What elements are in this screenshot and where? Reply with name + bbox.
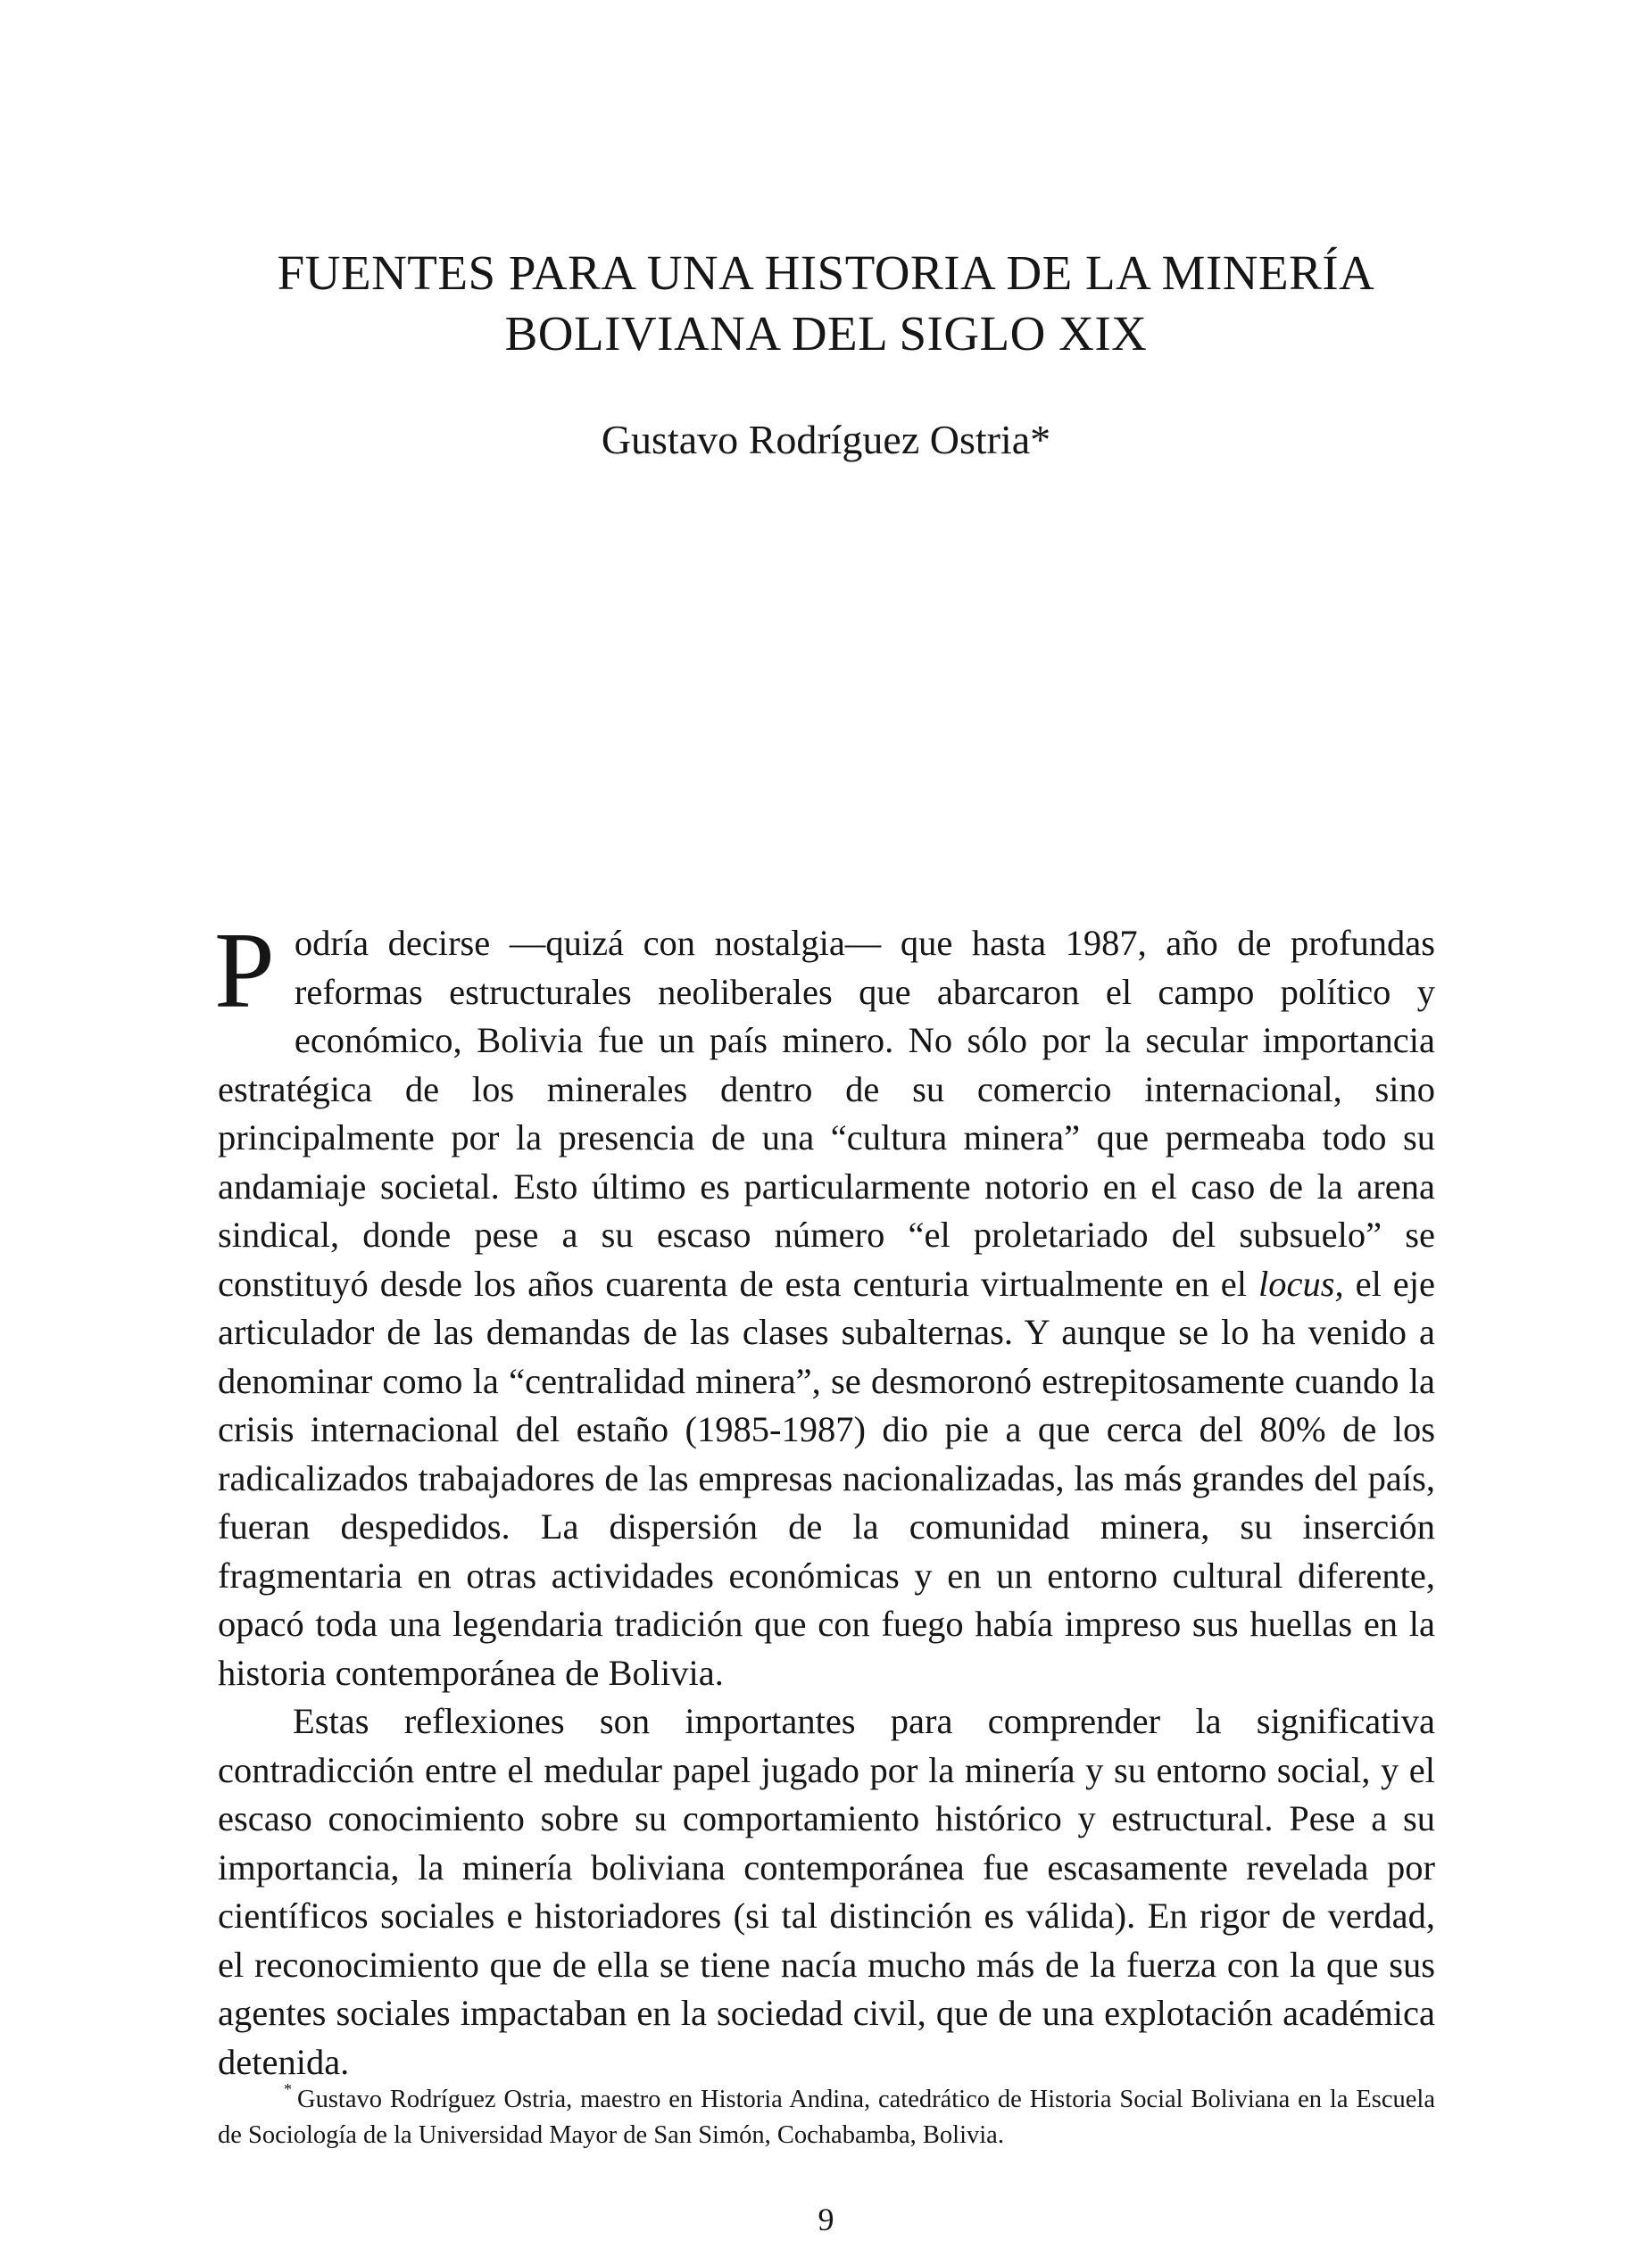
author-name: Gustavo Rodríguez Ostria* (601, 417, 1051, 462)
article-title-line-2: BOLIVIANA DEL SIGLO XIX (504, 306, 1148, 361)
paragraph-1 (214, 910, 1435, 1697)
drop-cap: P (214, 910, 275, 1031)
footnote (218, 2071, 1435, 2153)
footnote-marker: * (284, 2080, 292, 2098)
paragraph-1-text: odría decirse —quizá con nostalgia— que hasta 1987, año de profundas reformas estructurales neoliberales que abarcaron el campo político y económico, Bolivia fue un país minero. No sólo por la secular importancia estratégica de los minerales dentro de su comercio internacional, sino principalmente por la presencia de una “cultura minera” que permeaba todo su andamiaje societal. Esto último es particularmente notorio en el caso de la arena sindical, donde pese a su escaso número “el proletariado del subsuelo” se constituyó desde los años cuarenta de esta centuria virtualmente en el (218, 923, 1435, 1304)
article-body (214, 910, 1435, 2087)
paragraph-2: Estas reflexiones son importantes para comprender la significativa contradicción entre el medular papel jugado por la minería y su entorno social, y el escaso conocimiento sobre su comportamiento histórico y estructural. Pese a su importancia, la minería boliviana contemporánea fue escasamente revelada por científicos sociales e historiadores (si tal distinción es válida). En rigor de verdad, el reconocimiento que de ella se tiene nacía mucho más de la fuerza con la que sus agentes sociales impactaban en la sociedad civil, que de una explotación académica detenida. (218, 1701, 1435, 2082)
paragraph-1-italic-term: locus, (1258, 1263, 1344, 1304)
footnote-text: Gustavo Rodríguez Ostria, maestro en Historia Andina, catedrático de Historia Social Boliviana en la Escuela de Sociología de la Universidad Mayor de San Simón, Cochabamba, Bolivia. (218, 2086, 1435, 2149)
article-title-line-1: FUENTES PARA UNA HISTORIA DE LA MINERÍA (277, 245, 1375, 300)
paragraph-1-text-continued: el eje articulador de las demandas de las clases subalternas. Y aunque se lo ha venido a denominar como la “centralidad minera”, se desmoronó estrepitosamente cuando la crisis internacional del estaño (1985-1987) dio pie a que cerca del 80% de los radicalizados trabajadores de las empresas nacionalizadas, las más grandes del país, fueran despedidos. La dispersión de la comunidad minera, su inserción fragmentaria en otras actividades económicas y en un entorno cultural diferente, opacó toda una legendaria tradición que con fuego había impreso sus huellas en la historia contemporánea de Bolivia. (218, 1263, 1435, 1693)
article-title (0, 243, 1652, 364)
page-number: 9 (818, 2202, 834, 2237)
